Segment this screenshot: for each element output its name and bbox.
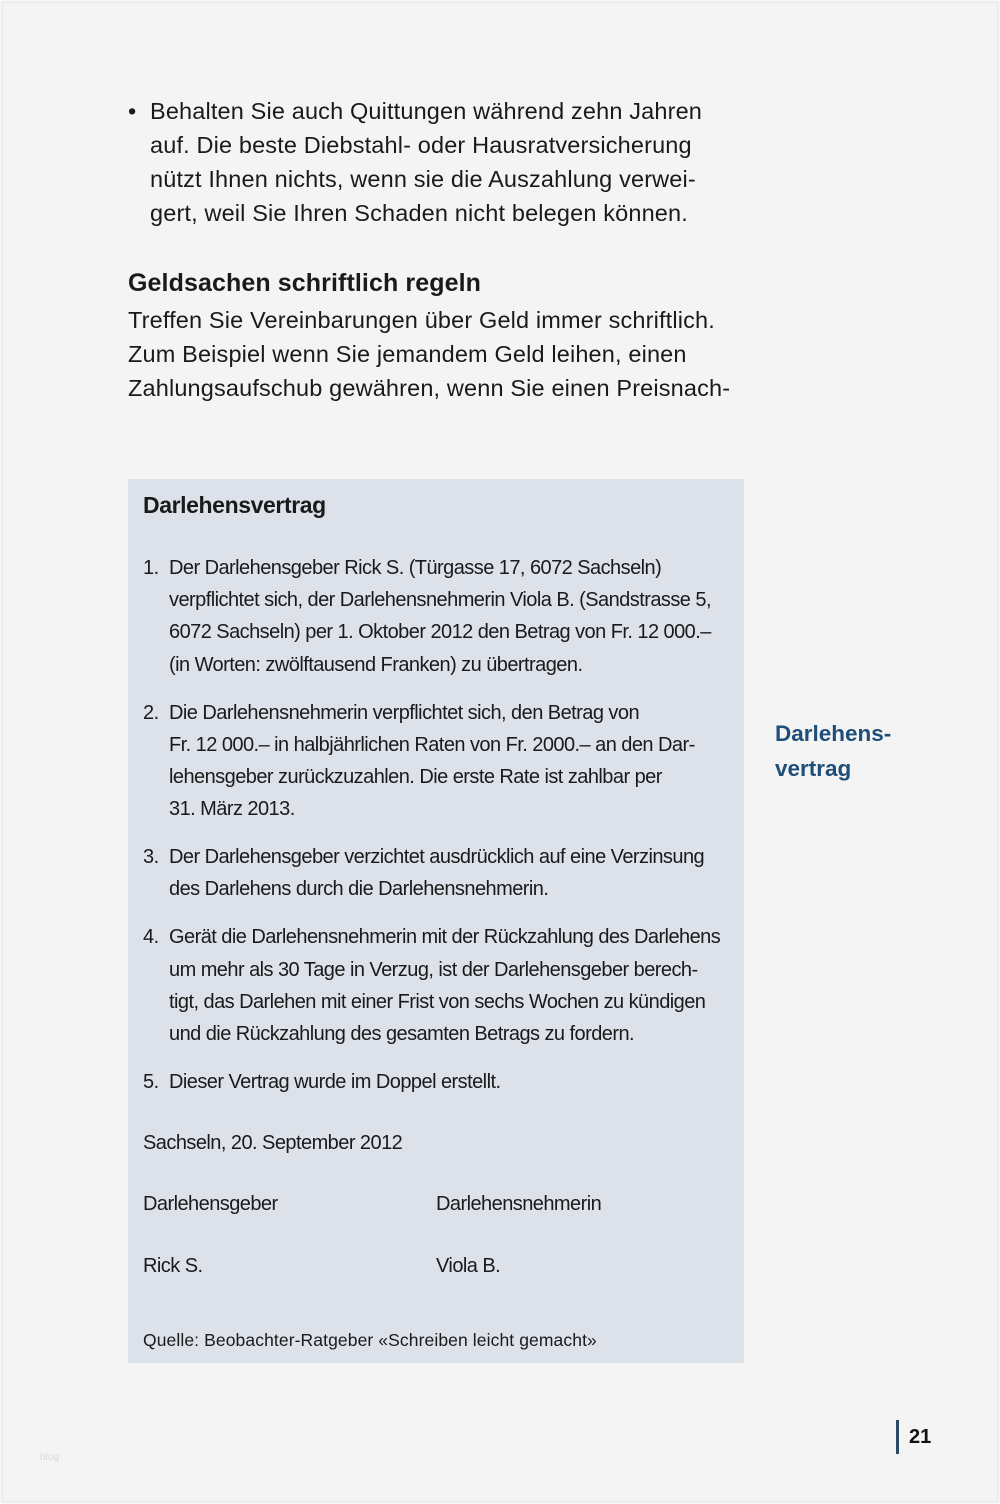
text-line: um mehr als 30 Tage in Verzug, ist der Darlehensgeber berech- bbox=[169, 958, 698, 981]
text-line: Behalten Sie auch Quittungen während zehn Jahren bbox=[150, 98, 703, 124]
bullet-text bbox=[150, 94, 758, 230]
lender-label: Darlehensgeber bbox=[143, 1193, 278, 1215]
contract-clause-list bbox=[143, 552, 733, 1114]
clause-text bbox=[169, 921, 720, 1050]
contract-clause-2 bbox=[143, 697, 733, 826]
text-line: tigt, das Darlehen mit einer Frist von sechs Wochen zu kündigen bbox=[169, 990, 706, 1013]
clause-text bbox=[169, 697, 695, 826]
bullet-paragraph bbox=[128, 94, 758, 230]
bullet-icon: • bbox=[128, 98, 137, 124]
text-line: und die Rückzahlung des gesamten Betrags zu fordern. bbox=[169, 1023, 635, 1046]
text-line: auf. Die beste Diebstahl- oder Hausratversicherung bbox=[150, 132, 692, 158]
contract-clause-1 bbox=[143, 552, 733, 681]
text-line: des Darlehens durch die Darlehensnehmerin. bbox=[169, 878, 549, 901]
text-line: Fr. 12 000.– in halbjährlichen Raten von Fr. 2000.– an den Dar- bbox=[169, 733, 695, 756]
text-line: 6072 Sachseln) per 1. Oktober 2012 den Betrag von Fr. 12 000.– bbox=[169, 621, 711, 644]
section-body bbox=[128, 303, 768, 405]
lender-name: Rick S. bbox=[143, 1255, 203, 1277]
clause-text bbox=[169, 552, 711, 681]
contract-place-date: Sachseln, 20. September 2012 bbox=[143, 1132, 403, 1154]
contract-clause-3 bbox=[143, 841, 733, 905]
text-line: Zum Beispiel wenn Sie jemandem Geld leihen, einen bbox=[128, 341, 687, 367]
text-line: Zahlungsaufschub gewähren, wenn Sie einen Preisnach- bbox=[128, 375, 731, 401]
clause-number: 5. bbox=[143, 1071, 159, 1094]
text-line: Treffen Sie Vereinbarungen über Geld immer schriftlich. bbox=[128, 307, 715, 333]
borrower-label: Darlehensnehmerin bbox=[436, 1193, 602, 1215]
text-line: Der Darlehensgeber verzichtet ausdrücklich auf eine Verzinsung bbox=[169, 846, 705, 869]
contract-title: Darlehensvertrag bbox=[143, 492, 326, 518]
text-line: (in Worten: zwölftausend Franken) zu übertragen. bbox=[169, 653, 583, 676]
page-number-bar bbox=[896, 1420, 899, 1454]
contract-clause-5 bbox=[143, 1066, 733, 1098]
page-number: 21 bbox=[909, 1425, 932, 1448]
text-line: gert, weil Sie Ihren Schaden nicht belegen können. bbox=[150, 200, 688, 226]
margin-note-line: vertrag bbox=[775, 756, 852, 781]
contract-example-box bbox=[128, 479, 744, 1363]
margin-note-line: Darlehens- bbox=[775, 721, 892, 746]
contract-source: Quelle: Beobachter-Ratgeber «Schreiben leicht gemacht» bbox=[143, 1330, 597, 1350]
text-line: Der Darlehensgeber Rick S. (Türgasse 17, 6072 Sachseln) bbox=[169, 557, 662, 579]
clause-number: 2. bbox=[143, 701, 159, 724]
clause-number: 1. bbox=[143, 557, 159, 579]
text-line: Dieser Vertrag wurde im Doppel erstellt. bbox=[169, 1071, 501, 1094]
text-line: 31. März 2013. bbox=[169, 798, 295, 821]
section-heading: Geldsachen schriftlich regeln bbox=[128, 269, 482, 297]
clause-number: 3. bbox=[143, 846, 159, 869]
text-line: lehensgeber zurückzuzahlen. Die erste Rate ist zahlbar per bbox=[169, 766, 662, 789]
margin-note bbox=[775, 716, 891, 786]
clause-text bbox=[169, 841, 704, 905]
borrower-name: Viola B. bbox=[436, 1255, 501, 1277]
contract-clause-4 bbox=[143, 921, 733, 1050]
page-number-block bbox=[896, 1420, 931, 1454]
clause-number: 4. bbox=[143, 926, 159, 949]
watermark: blog bbox=[40, 1452, 59, 1463]
text-line: nützt Ihnen nichts, wenn sie die Auszahlung verwei- bbox=[150, 166, 696, 192]
clause-text bbox=[169, 1066, 500, 1098]
bullet-item bbox=[128, 94, 758, 230]
text-line: Die Darlehensnehmerin verpflichtet sich, den Betrag von bbox=[169, 701, 640, 724]
text-line: Gerät die Darlehensnehmerin mit der Rückzahlung des Darlehens bbox=[169, 926, 721, 949]
text-line: verpflichtet sich, der Darlehensnehmerin Viola B. (Sandstrasse 5, bbox=[169, 589, 711, 612]
